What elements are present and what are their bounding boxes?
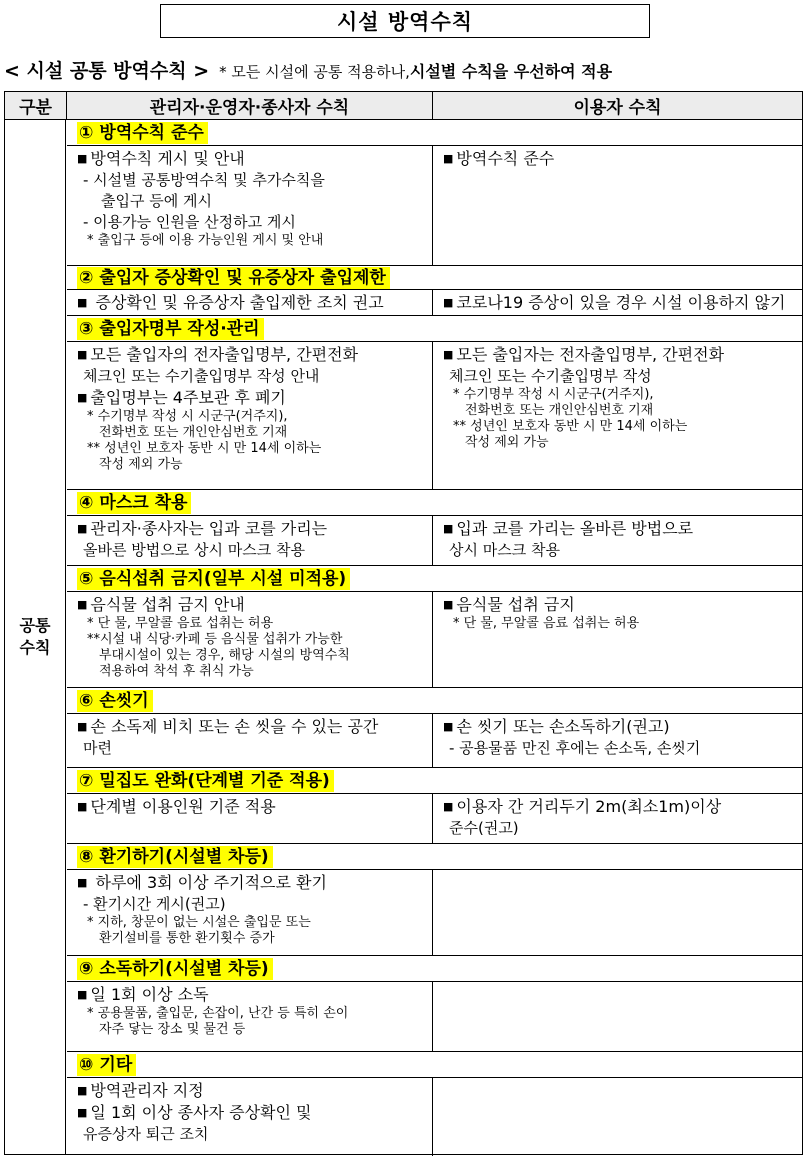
section-title-text: 밀집도 완화(단계별 기준 적용) [99,770,330,791]
section-title-text: 손씻기 [99,690,149,711]
note-line: * 단 물, 무알콜 음료 섭취는 허용 [87,616,274,631]
bullet-text: 일 1회 이상 종사자 증상확인 및 [90,1103,312,1122]
section-body [67,290,802,316]
bullet-item [443,796,798,818]
manager-rules-cell [67,146,432,265]
section-body [67,342,802,490]
user-rules-cell [433,342,802,489]
note-line: 전화번호 또는 개인안심번호 기재 [99,425,288,440]
section-title-text: 음식섭취 금지(일부 시설 미적용) [99,568,347,589]
section-header [67,490,802,516]
note-line: * 지하, 창문이 없는 시설은 출입문 또는 [87,915,311,930]
section-title [77,568,350,590]
detail-line: - 이용가능 인원을 산정하고 게시 [83,213,296,231]
header-category: 구분 [5,92,67,120]
header-user-rules: 이용자 수칙 [433,92,802,120]
rules-table [4,91,803,1155]
section-header [67,120,802,146]
section-number: ⑩ [79,1054,94,1075]
section-header [67,956,802,982]
note-line: * 수기명부 작성 시 시군구(거주지), [453,387,654,402]
bullet-square-icon: ■ [77,720,88,733]
category-label: 공통 수칙 [19,616,51,657]
user-rules-cell [433,794,802,843]
section-body [67,516,802,566]
section-header [67,844,802,870]
bullet-text: 음식물 섭취 금지 안내 [90,595,245,614]
section-number: ② [79,267,94,288]
section-body [67,870,802,956]
section-body [67,794,802,844]
user-rules-cell [433,592,802,687]
note-line: * 단 물, 무알콜 음료 섭취는 허용 [453,616,640,631]
bullet-text: 모든 출입자는 전자출입명부, 간편전화 [456,345,725,364]
detail-line: 체크인 또는 수기출입명부 작성 [449,367,652,385]
section-title [77,958,273,980]
manager-rules-cell [67,516,432,565]
user-rules-cell [433,1078,802,1156]
bullet-item [443,594,798,616]
detail-line: - 시설별 공통방역수칙 및 추가수칙을 [83,171,325,189]
note-line: 전화번호 또는 개인안심번호 기재 [465,403,654,418]
note-line: 환기설비를 통한 환기횟수 증가 [99,931,275,946]
bullet-item [77,1102,426,1124]
section-title-text: 방역수칙 준수 [99,122,204,143]
detail-line: 출입구 등에 게시 [101,192,212,210]
section-title-text: 마스크 착용 [99,492,188,513]
section-number: ⑤ [79,568,94,589]
note-line: * 수기명부 작성 시 시군구(거주지), [87,409,288,424]
manager-rules-cell [67,870,432,955]
note-line: 작성 제외 가능 [465,435,549,450]
note-line: * 출입구 등에 이용 가능인원 게시 및 안내 [87,233,324,248]
bullet-text: 이용자 간 거리두기 2m(최소1m)이상 [456,797,722,816]
section-title [77,1054,136,1076]
bullet-square-icon: ■ [443,720,454,733]
section-title-text: 출입자명부 작성·관리 [99,318,260,339]
note-line: 적용하여 착석 후 취식 가능 [99,664,254,679]
section-title [77,267,390,289]
category-cell [5,120,66,1154]
section-header [67,1052,802,1078]
detail-line: 마련 [83,739,112,757]
section-title [77,690,153,712]
bullet-item [443,148,798,170]
manager-rules-cell [67,1078,432,1156]
manager-rules-cell [67,794,432,843]
detail-line: 체크인 또는 수기출입명부 작성 안내 [83,367,320,385]
bullet-square-icon: ■ [77,391,88,404]
section-header [67,768,802,794]
section-body [67,982,802,1052]
section-number: ⑨ [79,958,94,979]
bullet-item [77,148,426,170]
bullet-square-icon: ■ [77,296,88,309]
bullet-square-icon: ■ [443,800,454,813]
bullet-text: 방역수칙 게시 및 안내 [90,149,245,168]
section-title [77,846,273,868]
bullet-text: 방역수칙 준수 [456,149,555,168]
bullet-item [77,1080,426,1102]
manager-rules-cell [67,592,432,687]
detail-line: 유증상자 퇴근 조치 [83,1125,209,1143]
bullet-item [77,292,426,314]
bullet-square-icon: ■ [443,522,454,535]
bullet-square-icon: ■ [443,296,454,309]
user-rules-cell [433,714,802,767]
document-title: 시설 방역수칙 [160,4,650,38]
bullet-item [77,344,426,366]
detail-line: - 환기시간 게시(권고) [83,895,226,913]
section-number: ① [79,122,94,143]
section-title [77,122,208,144]
section-header [67,566,802,592]
bullet-text: 입과 코를 가리는 올바른 방법으로 [456,519,694,538]
note-line: 작성 제외 가능 [99,457,183,472]
section-title-text: 출입자 증상확인 및 유증상자 출입제한 [99,267,386,288]
bullet-item [443,344,798,366]
section-body [67,146,802,266]
bullet-text: 코로나19 증상이 있을 경우 시설 이용하지 않기 [456,293,786,312]
user-rules-cell [433,516,802,565]
bullet-item [77,872,426,894]
bullet-item [77,716,426,738]
detail-line: 상시 마스크 착용 [449,541,560,559]
section-body [67,1078,802,1156]
section-number: ⑦ [79,770,94,791]
section-number: ③ [79,318,94,339]
section-title [77,492,191,514]
section-title-text: 환기하기(시설별 차등) [99,846,269,867]
bullet-text: 손 씻기 또는 손소독하기(권고) [456,717,670,736]
subtitle-emphasis: 시설별 수칙을 우선하여 적용 [409,62,613,81]
manager-rules-cell [67,290,432,315]
manager-rules-cell [67,982,432,1051]
bullet-square-icon: ■ [77,876,88,889]
bullet-item [443,292,798,314]
bullet-item [77,594,426,616]
user-rules-cell [433,146,802,265]
bullet-square-icon: ■ [443,598,454,611]
user-rules-cell [433,982,802,1051]
section-body [67,592,802,688]
bullet-item [77,387,426,409]
bullet-text: 방역관리자 지정 [90,1081,204,1100]
section-title [77,318,264,340]
section-number: ④ [79,492,94,513]
note-line: 부대시설이 있는 경우, 해당 시설의 방역수칙 [99,648,350,663]
bullet-square-icon: ■ [77,1106,88,1119]
section-title-text: 소독하기(시설별 차등) [99,958,269,979]
bullet-text: 관리자·종사자는 입과 코를 가리는 [90,519,328,538]
section-number: ⑥ [79,690,94,711]
section-header [67,316,802,342]
note-line: **시설 내 식당·카페 등 음식물 섭취가 가능한 [87,632,343,647]
bullet-square-icon: ■ [77,988,88,1001]
section-header [67,688,802,714]
detail-line: 준수(권고) [449,819,519,837]
bullet-square-icon: ■ [443,152,454,165]
bullet-square-icon: ■ [443,348,454,361]
bullet-square-icon: ■ [77,1084,88,1097]
bullet-text: 모든 출입자의 전자출입명부, 간편전화 [90,345,359,364]
bullet-text: 출입명부는 4주보관 후 폐기 [90,388,286,407]
user-rules-cell [433,290,802,315]
subtitle-main: < 시설 공통 방역수칙 > [4,60,210,82]
user-rules-cell [433,870,802,955]
note-line: ** 성년인 보호자 동반 시 만 14세 이하는 [87,441,322,456]
section-header [67,266,802,290]
note-line: ** 성년인 보호자 동반 시 만 14세 이하는 [453,419,688,434]
section-body [67,714,802,768]
section-title [77,770,334,792]
subtitle-note: * 모든 시설에 공통 적용하나, [219,63,410,81]
bullet-item [443,518,798,540]
bullet-text: 단계별 이용인원 기준 적용 [90,797,276,816]
manager-rules-cell [67,342,432,489]
bullet-item [443,716,798,738]
bullet-square-icon: ■ [77,522,88,535]
bullet-text: 음식물 섭취 금지 [456,595,575,614]
bullet-item [77,984,426,1006]
bullet-text: 손 소독제 비치 또는 손 씻을 수 있는 공간 [90,717,379,736]
bullet-text: 하루에 3회 이상 주기적으로 환기 [90,873,327,892]
bullet-square-icon: ■ [77,348,88,361]
detail-line: 올바른 방법으로 상시 마스크 착용 [83,541,305,559]
section-title-text: 기타 [99,1054,133,1075]
bullet-square-icon: ■ [77,598,88,611]
section-number: ⑧ [79,846,94,867]
bullet-text: 일 1회 이상 소독 [90,985,209,1004]
note-line: * 공용물품, 출입문, 손잡이, 난간 등 특히 손이 [87,1006,349,1021]
manager-rules-cell [67,714,432,767]
bullet-square-icon: ■ [77,152,88,165]
subtitle [4,56,804,84]
bullet-square-icon: ■ [77,800,88,813]
bullet-text: 증상확인 및 유증상자 출입제한 조치 권고 [90,293,384,312]
note-line: 자주 닿는 장소 및 물건 등 [99,1022,246,1037]
bullet-item [77,518,426,540]
detail-line: - 공용물품 만진 후에는 손소독, 손씻기 [449,739,701,757]
bullet-item [77,796,426,818]
header-manager-rules: 관리자·운영자·종사자 수칙 [67,92,433,120]
